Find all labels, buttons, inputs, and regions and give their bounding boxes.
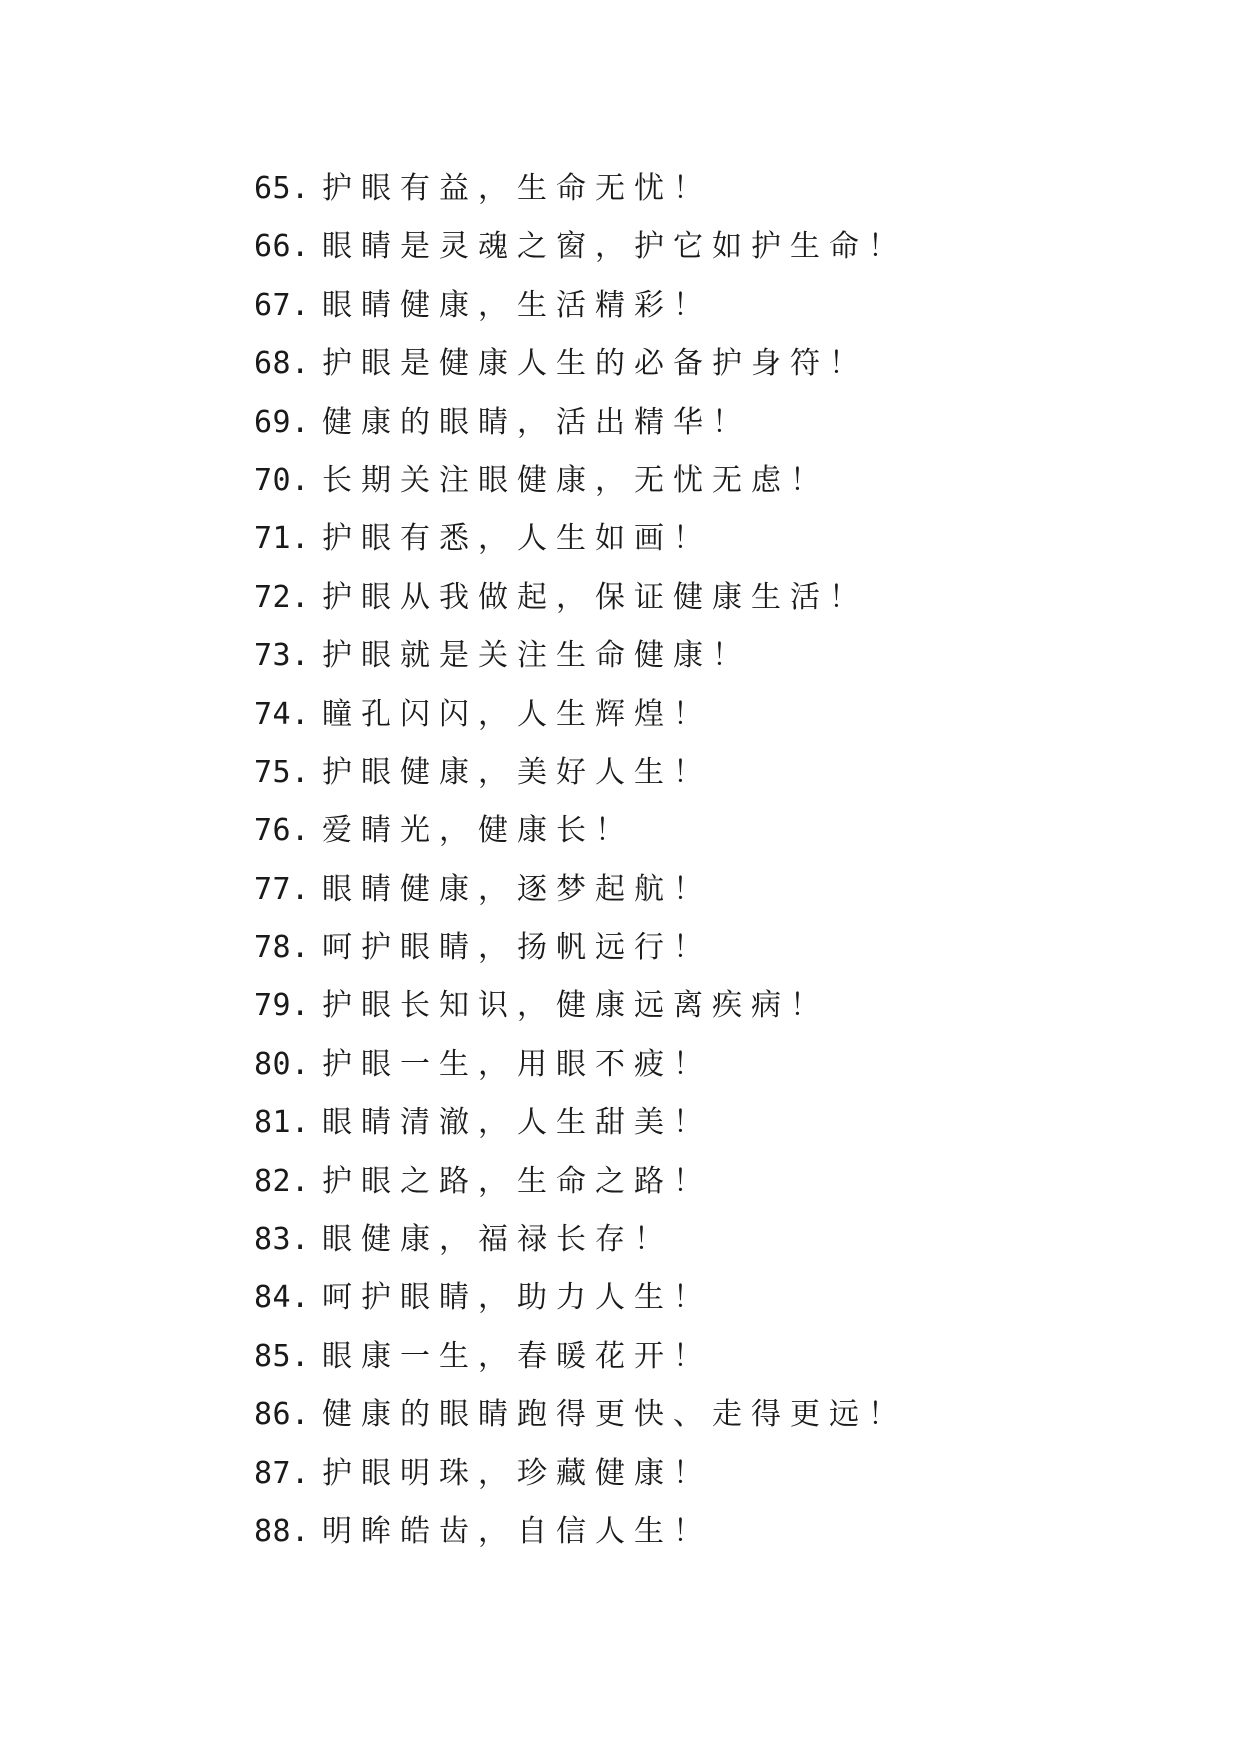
item-number: 85. — [254, 1338, 310, 1374]
list-item — [254, 1503, 907, 1561]
item-text: 爱睛光，健康长！ — [322, 813, 634, 849]
item-number: 79. — [254, 988, 310, 1024]
item-number: 84. — [254, 1280, 310, 1316]
item-number: 77. — [254, 871, 310, 907]
item-text: 长期关注眼健康，无忧无虑！ — [322, 462, 829, 498]
item-text: 护眼有悉，人生如画！ — [322, 521, 712, 557]
list-item — [254, 452, 907, 510]
item-text: 眼康一生，春暖花开！ — [322, 1338, 712, 1374]
item-number: 83. — [254, 1222, 310, 1258]
list-item — [254, 977, 907, 1035]
item-text: 护眼明珠，珍藏健康！ — [322, 1455, 712, 1491]
item-text: 护眼一生，用眼不疲！ — [322, 1046, 712, 1082]
list-item — [254, 1036, 907, 1094]
list-item — [254, 569, 907, 627]
list-item — [254, 861, 907, 919]
item-number: 81. — [254, 1105, 310, 1141]
item-number: 67. — [254, 287, 310, 323]
item-text: 眼睛健康，生活精彩！ — [322, 287, 712, 323]
item-number: 86. — [254, 1397, 310, 1433]
list-item — [254, 744, 907, 802]
item-number: 88. — [254, 1513, 310, 1549]
list-item — [254, 335, 907, 393]
item-text: 护眼是健康人生的必备护身符！ — [322, 346, 868, 382]
list-item — [254, 1153, 907, 1211]
item-text: 眼睛清澈，人生甜美！ — [322, 1105, 712, 1141]
item-text: 眼健康，福禄长存！ — [322, 1222, 673, 1258]
item-number: 78. — [254, 930, 310, 966]
list-item — [254, 686, 907, 744]
list-item — [254, 627, 907, 685]
list-item — [254, 919, 907, 977]
list-item — [254, 1386, 907, 1444]
item-number: 66. — [254, 229, 310, 265]
list-item — [254, 1094, 907, 1152]
item-text: 护眼从我做起，保证健康生活！ — [322, 579, 868, 615]
item-text: 护眼之路，生命之路！ — [322, 1163, 712, 1199]
item-number: 87. — [254, 1455, 310, 1491]
item-text: 护眼健康，美好人生！ — [322, 754, 712, 790]
item-number: 65. — [254, 171, 310, 206]
list-item — [254, 277, 907, 335]
item-number: 76. — [254, 813, 310, 849]
item-text: 呵护眼睛，扬帆远行！ — [322, 930, 712, 966]
list-item — [254, 1269, 907, 1327]
list-item — [254, 1328, 907, 1386]
item-number: 80. — [254, 1046, 310, 1082]
item-text: 护眼有益，生命无忧！ — [322, 171, 712, 206]
item-text: 眼睛是灵魂之窗，护它如护生命！ — [322, 229, 907, 265]
item-text: 明眸皓齿，自信人生！ — [322, 1513, 712, 1549]
list-item — [254, 1445, 907, 1503]
item-number: 75. — [254, 754, 310, 790]
list-item — [254, 802, 907, 860]
list-item — [254, 510, 907, 568]
item-number: 69. — [254, 404, 310, 440]
item-text: 呵护眼睛，助力人生！ — [322, 1280, 712, 1316]
item-number: 71. — [254, 521, 310, 557]
list-item — [254, 394, 907, 452]
slogan-list — [254, 160, 907, 1561]
item-text: 健康的眼睛跑得更快、走得更远！ — [322, 1397, 907, 1433]
item-number: 70. — [254, 462, 310, 498]
list-item — [254, 1211, 907, 1269]
item-text: 健康的眼睛，活出精华！ — [322, 404, 751, 440]
list-item — [254, 160, 907, 218]
item-number: 82. — [254, 1163, 310, 1199]
item-text: 瞳孔闪闪，人生辉煌！ — [322, 696, 712, 732]
item-number: 68. — [254, 346, 310, 382]
item-text: 眼睛健康，逐梦起航！ — [322, 871, 712, 907]
item-text: 护眼长知识，健康远离疾病！ — [322, 988, 829, 1024]
item-number: 73. — [254, 638, 310, 674]
list-item — [254, 218, 907, 276]
item-number: 74. — [254, 696, 310, 732]
item-text: 护眼就是关注生命健康！ — [322, 638, 751, 674]
item-number: 72. — [254, 579, 310, 615]
